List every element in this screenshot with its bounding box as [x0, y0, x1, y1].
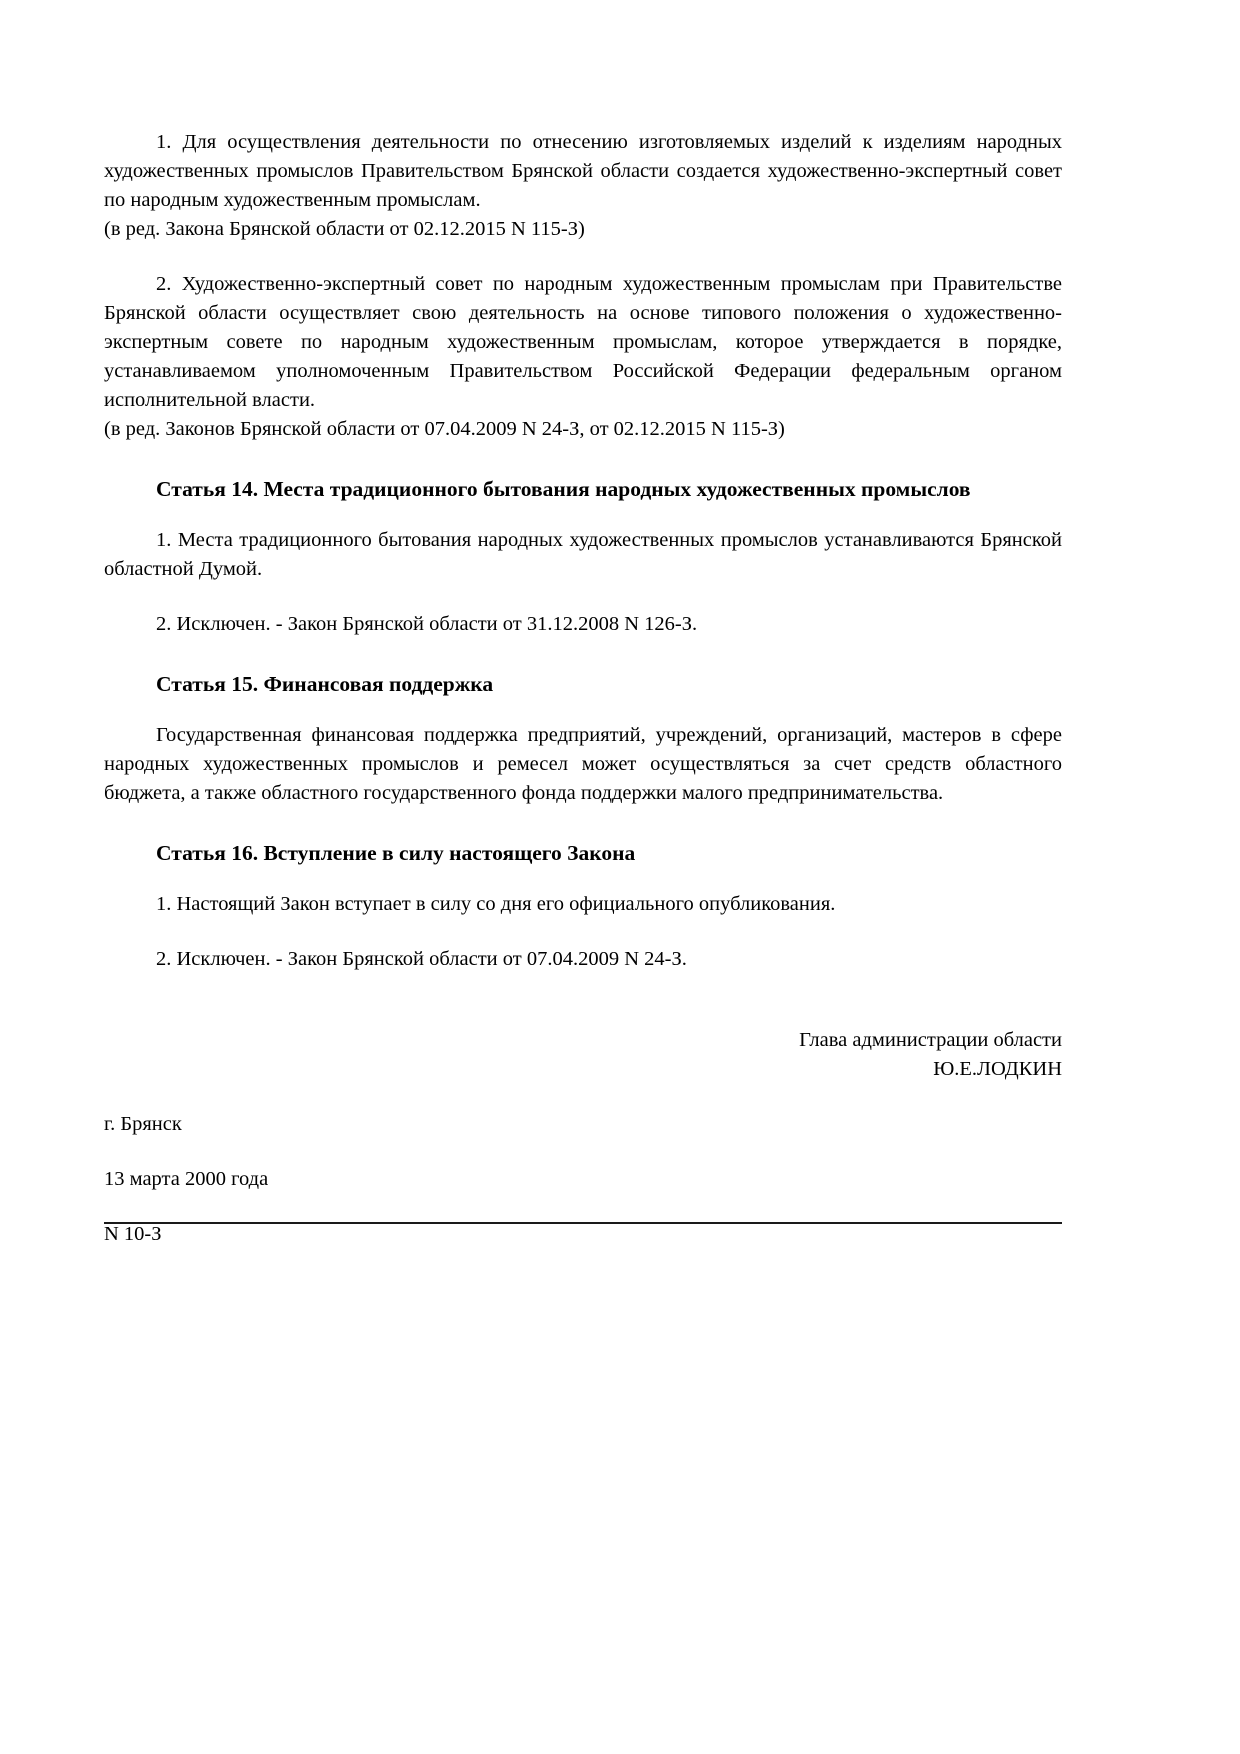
closing-date: 13 марта 2000 года	[104, 1168, 269, 1190]
signatory-position: Глава администрации области	[799, 1029, 1062, 1051]
signature-block	[104, 1026, 1062, 1084]
clause-16-2-text: 2. Исключен. - Закон Брянской области от 07.04.2009 N 24-З.	[156, 948, 687, 970]
closing-date-block	[104, 1165, 1062, 1194]
clause-13-1-amendment-reference: (в ред. Закона Брянской области от 02.12.2015 N 115-З)	[104, 218, 585, 240]
article-15-heading-block	[104, 669, 1062, 699]
article-14-heading: Статья 14. Места традиционного бытования народных художественных промыслов	[156, 477, 971, 501]
clause-block-14-1	[104, 526, 1062, 584]
clause-13-2-amendment-reference: (в ред. Законов Брянской области от 07.04.2009 N 24-З, от 02.12.2015 N 115-З)	[104, 418, 785, 440]
clause-block-16-1	[104, 890, 1062, 919]
clause-block-13-1	[104, 128, 1062, 244]
closing-number-block	[104, 1220, 1062, 1249]
clause-14-2-text: 2. Исключен. - Закон Брянской области от 31.12.2008 N 126-З.	[156, 613, 698, 635]
clause-block-13-2	[104, 270, 1062, 444]
clause-14-1-text: 1. Места традиционного бытования народных художественных промыслов устанавливаются Брянской областной Думой.	[104, 529, 1062, 580]
closing-city: г. Брянск	[104, 1113, 182, 1135]
closing-city-block	[104, 1110, 1062, 1139]
article-16-heading-block	[104, 838, 1062, 868]
footer-divider	[104, 1222, 1062, 1224]
article-16-heading: Статья 16. Вступление в силу настоящего Закона	[156, 841, 636, 865]
signatory-name: Ю.Е.ЛОДКИН	[933, 1058, 1062, 1080]
clause-block-14-2	[104, 610, 1062, 639]
clause-block-15-1	[104, 721, 1062, 808]
clause-16-1-text: 1. Настоящий Закон вступает в силу со дня его официального опубликования.	[156, 893, 836, 915]
clause-block-16-2	[104, 945, 1062, 974]
clause-13-2-text: 2. Художественно-экспертный совет по народным художественным промыслам при Правительстве Брянской области осуществляет свою деятельность на основе типового положения о художественно-экспертным совете по народным художественным промыслам, которое утверждается в порядке, устанавливаемом уполномоченным Правительством Российской Федерации федеральным органом исполнительной власти.	[104, 273, 1062, 411]
clause-15-1-text: Государственная финансовая поддержка предприятий, учреждений, организаций, мастеров в сфере народных художественных промыслов и ремесел может осуществляться за счет средств областного бюджета, а также областного государственного фонда поддержки малого предпринимательства.	[104, 724, 1062, 804]
article-14-heading-block	[104, 474, 1062, 504]
closing-document-number: N 10-З	[104, 1223, 162, 1245]
document-body	[104, 128, 1062, 1249]
article-15-heading: Статья 15. Финансовая поддержка	[156, 672, 494, 696]
clause-13-1-text: 1. Для осуществления деятельности по отнесению изготовляемых изделий к изделиям народных художественных промыслов Правительством Брянской области создается художественно-экспертный совет по народным художественным промыслам.	[104, 131, 1062, 211]
